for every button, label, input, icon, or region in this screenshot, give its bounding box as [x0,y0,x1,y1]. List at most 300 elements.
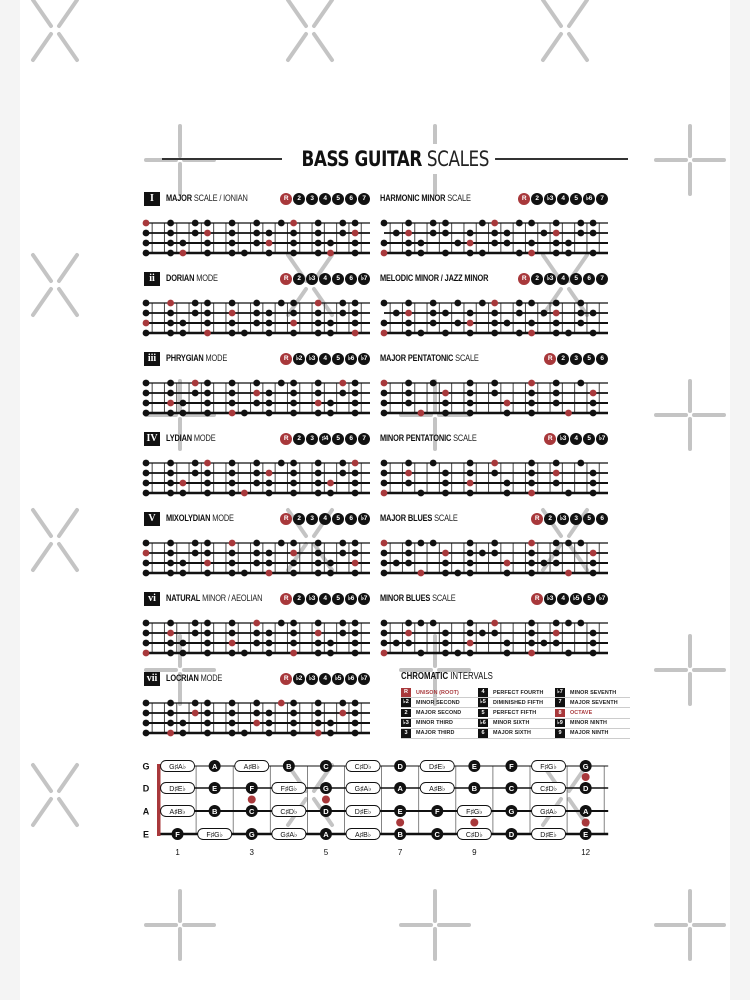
interval-badge: 3 [306,513,318,525]
scale-note-dot [339,630,346,637]
scale-fretboard-diagram [380,298,608,340]
scale-note-dot [180,490,187,497]
mode-numeral: iii [144,352,160,366]
scale-note-dot [180,730,187,737]
scale-card [142,512,370,584]
scale-note-dot [339,700,346,707]
fret-number: 5 [323,848,329,857]
note-label: A [397,784,403,793]
scale-note-dot [204,250,211,257]
watermark-x-icon [19,759,91,831]
interval-label: MAJOR THIRD [416,730,455,737]
scale-name: MINOR PENTATONIC SCALE [380,433,477,444]
scale-note-dot [180,240,187,247]
interval-badge: 2 [544,513,556,525]
root-note-dot [553,470,560,477]
scale-note-dot [430,540,437,547]
scale-name: DORIAN MODE [166,273,218,284]
scale-note-dot [352,380,359,387]
root-badge: R [280,353,292,365]
fret-number: 9 [472,848,477,857]
scale-note-dot [253,480,260,487]
scale-note-dot [253,310,260,317]
scale-note-dot [541,560,548,567]
scale-note-dot [315,620,322,627]
scale-note-dot [418,240,425,247]
interval-key: ♭9 [555,719,565,728]
note-label: C♯D♭ [354,764,372,771]
scale-note-dot [167,710,174,717]
scale-note-dot [590,490,597,497]
interval-key: 5 [478,709,488,718]
root-note-dot [553,630,560,637]
scale-note-dot [504,410,511,417]
interval-badges [544,353,608,365]
interval-badge: 2 [557,353,569,365]
scale-note-dot [381,480,388,487]
root-note-dot [553,310,560,317]
root-note-dot [381,330,388,337]
interval-badges [518,193,608,205]
scale-note-dot [253,230,260,237]
scale-note-dot [229,390,236,397]
root-note-dot [290,650,297,657]
root-note-dot [315,730,322,737]
interval-badge: 5 [332,513,344,525]
scale-note-dot [290,640,297,647]
scale-note-dot [315,250,322,257]
scale-note-dot [528,620,535,627]
scale-note-dot [253,240,260,247]
interval-badge: 7 [358,193,370,205]
root-note-dot [229,640,236,647]
interval-badge: ♭7 [358,593,370,605]
note-label: G [508,807,515,816]
root-note-dot [467,640,474,647]
scale-note-dot [381,240,388,247]
scale-note-dot [393,310,400,317]
scale-card [380,512,608,584]
scale-note-dot [143,330,150,337]
mode-numeral: V [144,512,160,526]
scale-note-dot [516,310,523,317]
interval-badge: ♭2 [293,353,305,365]
mode-numeral: vii [144,672,160,686]
interval-column [478,688,555,739]
scale-note-dot [229,700,236,707]
scale-note-dot [180,640,187,647]
scale-header [380,592,608,606]
scale-note-dot [167,470,174,477]
scale-note-dot [315,570,322,577]
scale-note-dot [143,470,150,477]
note-label: E [583,830,589,839]
scale-note-dot [278,620,285,627]
scale-note-dot [229,470,236,477]
scale-note-dot [290,410,297,417]
scale-note-dot [167,640,174,647]
scale-note-dot [204,300,211,307]
interval-badge: ♭3 [306,353,318,365]
scale-card [380,192,608,264]
interval-badge: 2 [293,513,305,525]
scale-note-dot [229,320,236,327]
interval-badge: ♭7 [596,433,608,445]
scale-note-dot [253,320,260,327]
scale-note-dot [290,330,297,337]
scale-note-dot [315,490,322,497]
scale-note-dot [528,300,535,307]
note-label: D♯E♭ [354,809,372,816]
root-note-dot [352,460,359,467]
interval-key: 4 [478,688,488,697]
title-light: SCALES [426,147,489,171]
interval-key: 2 [401,709,411,718]
interval-badge: 5 [332,593,344,605]
scale-note-dot [278,380,285,387]
scale-note-dot [278,460,285,467]
note-label: A♯B♭ [429,786,446,793]
scale-note-dot [253,300,260,307]
scale-note-dot [467,250,474,257]
scale-note-dot [418,650,425,657]
scale-note-dot [352,650,359,657]
root-note-dot [327,480,334,487]
scale-note-dot [204,570,211,577]
scale-note-dot [339,540,346,547]
note-label: B [397,830,403,839]
note-label: G♯A♭ [169,764,187,771]
scale-note-dot [339,230,346,237]
scale-note-dot [491,320,498,327]
scale-header [142,192,370,206]
interval-badges [518,273,608,285]
scale-note-dot [315,460,322,467]
scale-header [142,592,370,606]
scale-card [142,432,370,504]
interval-badges [531,513,608,525]
scale-note-dot [229,240,236,247]
scale-fretboard-diagram [142,618,370,660]
scale-note-dot [352,400,359,407]
interval-badge: ♭6 [345,593,357,605]
scale-note-dot [467,650,474,657]
scale-note-dot [253,700,260,707]
note-label: F [249,784,255,793]
interval-badge: 6 [596,513,608,525]
watermark-plus-icon [654,124,726,196]
scale-note-dot [204,390,211,397]
scale-fretboard-diagram [142,458,370,500]
interval-badge: 5 [332,193,344,205]
root-note-dot [327,250,334,257]
scale-note-dot [266,730,273,737]
scale-note-dot [381,220,388,227]
scale-card [380,432,608,504]
scale-note-dot [553,320,560,327]
scale-note-dot [393,560,400,567]
scale-note-dot [491,550,498,557]
scale-note-dot [229,570,236,577]
scale-note-dot [381,300,388,307]
scale-name: NATURAL MINOR / AEOLIAN [166,593,263,604]
scale-note-dot [352,220,359,227]
scale-note-dot [266,320,273,327]
scale-note-dot [167,560,174,567]
scale-note-dot [565,330,572,337]
scale-note-dot [266,640,273,647]
root-note-dot [467,320,474,327]
note-label: G [582,762,589,771]
note-label: C [249,807,255,816]
root-note-dot [381,250,388,257]
scale-note-dot [393,230,400,237]
scale-note-dot [180,400,187,407]
note-label: D♯E♭ [540,832,557,839]
scale-note-dot [266,480,273,487]
scale-note-dot [327,720,334,727]
scale-note-dot [241,330,248,337]
scale-note-dot [204,720,211,727]
scale-note-dot [266,630,273,637]
scale-note-dot [167,480,174,487]
root-badge: R [280,193,292,205]
scale-note-dot [528,220,535,227]
scale-note-dot [180,570,187,577]
interval-badge: 4 [557,273,569,285]
interval-key: ♭6 [478,719,488,728]
scale-note-dot [405,480,412,487]
interval-badge: ♭3 [544,273,556,285]
scale-note-dot [504,230,511,237]
string-label: A [142,806,150,817]
scale-note-dot [327,400,334,407]
note-label: D♯E♭ [428,764,446,771]
scale-name: PHRYGIAN MODE [166,353,228,364]
scale-note-dot [528,460,535,467]
scale-note-dot [315,650,322,657]
fret-inlay-marker [396,819,404,827]
root-note-dot [565,570,572,577]
interval-badge: 5 [570,193,582,205]
root-note-dot [204,330,211,337]
scale-note-dot [405,540,412,547]
scale-note-dot [590,650,597,657]
scale-note-dot [241,410,248,417]
root-note-dot [229,540,236,547]
interval-badge: ♭7 [358,513,370,525]
note-label: C [434,830,440,839]
scale-note-dot [553,560,560,567]
scale-note-dot [143,380,150,387]
root-note-dot [290,320,297,327]
scale-note-dot [339,550,346,557]
interval-row [401,698,478,708]
scale-note-dot [454,300,461,307]
nut [157,764,161,836]
scale-note-dot [541,310,548,317]
scale-note-dot [315,220,322,227]
scale-note-dot [339,390,346,397]
mode-numeral: IV [144,432,160,446]
scale-note-dot [381,320,388,327]
scale-note-dot [467,390,474,397]
scale-note-dot [467,490,474,497]
scale-note-dot [516,250,523,257]
root-note-dot [528,330,535,337]
root-note-dot [491,220,498,227]
scale-note-dot [418,330,425,337]
root-note-dot [204,230,211,237]
scale-note-dot [143,570,150,577]
scale-note-dot [381,470,388,477]
root-badge: R [280,513,292,525]
scale-note-dot [504,490,511,497]
scale-note-dot [352,730,359,737]
scale-note-dot [143,250,150,257]
scale-note-dot [167,250,174,257]
scale-note-dot [352,470,359,477]
fret-number: 1 [175,848,180,857]
interval-row [555,698,630,708]
scale-note-dot [143,480,150,487]
scale-note-dot [167,310,174,317]
mode-numeral: vi [144,592,160,606]
scale-note-dot [327,560,334,567]
root-note-dot [204,460,211,467]
scale-note-dot [442,630,449,637]
scale-note-dot [553,250,560,257]
scale-note-dot [204,320,211,327]
root-note-dot [553,230,560,237]
scale-name: MAJOR BLUES SCALE [380,513,458,524]
interval-row [555,729,630,739]
scale-note-dot [229,400,236,407]
scale-note-dot [528,400,535,407]
scale-name: MIXOLYDIAN MODE [166,513,234,524]
interval-badges [280,433,370,445]
root-note-dot [192,380,199,387]
interval-label: DIMINISHED FIFTH [493,699,544,706]
note-label: F♯G♭ [466,809,483,816]
interval-badge: 4 [319,273,331,285]
scale-note-dot [553,620,560,627]
root-badge: R [518,273,530,285]
scale-note-dot [553,390,560,397]
interval-row [401,688,478,698]
scale-note-dot [192,300,199,307]
scale-card [142,352,370,424]
scale-note-dot [467,230,474,237]
scale-note-dot [491,230,498,237]
root-note-dot [253,390,260,397]
scale-note-dot [315,330,322,337]
scale-note-dot [192,550,199,557]
scale-note-dot [315,230,322,237]
interval-key: 3 [401,729,411,738]
scale-note-dot [290,460,297,467]
scale-note-dot [315,640,322,647]
interval-badge: ♭3 [557,513,569,525]
scale-note-dot [327,730,334,737]
scale-note-dot [454,650,461,657]
scale-note-dot [290,380,297,387]
scale-note-dot [253,550,260,557]
page-title [162,144,628,174]
interval-row [401,719,478,729]
scale-note-dot [229,250,236,257]
scale-note-dot [229,550,236,557]
interval-badge: ♭7 [358,353,370,365]
scale-header [142,432,370,446]
scale-note-dot [516,220,523,227]
interval-row [478,729,555,739]
scale-note-dot [491,630,498,637]
scale-note-dot [430,220,437,227]
scale-note-dot [418,620,425,627]
root-note-dot [528,250,535,257]
scale-note-dot [327,570,334,577]
scale-note-dot [442,230,449,237]
scale-note-dot [381,400,388,407]
scale-note-dot [590,570,597,577]
scale-note-dot [504,640,511,647]
interval-badge: 3 [306,433,318,445]
scale-note-dot [204,480,211,487]
note-label: D [508,830,515,839]
interval-badge: 4 [319,673,331,685]
root-note-dot [290,220,297,227]
interval-key: ♭5 [478,698,488,707]
scale-note-dot [565,620,572,627]
interval-badge: 2 [293,593,305,605]
root-note-dot [192,710,199,717]
scale-note-dot [143,300,150,307]
scale-note-dot [467,310,474,317]
root-badge: R [518,193,530,205]
scale-header [142,512,370,526]
note-label: F [434,807,440,816]
scale-note-dot [491,390,498,397]
scale-note-dot [528,560,535,567]
scale-note-dot [577,620,584,627]
note-fretboard [136,755,616,870]
note-label: E [397,807,403,816]
fret-inlay-marker [582,819,590,827]
scale-note-dot [352,410,359,417]
scale-card [142,272,370,344]
scale-note-dot [204,490,211,497]
interval-badge: ♭6 [583,193,595,205]
scale-note-dot [180,330,187,337]
scale-note-dot [553,220,560,227]
root-note-dot [381,490,388,497]
interval-badge: 4 [319,353,331,365]
scale-note-dot [352,620,359,627]
scale-note-dot [204,380,211,387]
interval-key: ♭3 [401,719,411,728]
scale-note-dot [339,310,346,317]
scale-note-dot [253,220,260,227]
scale-note-dot [442,480,449,487]
scale-note-dot [405,320,412,327]
interval-row [555,719,630,729]
root-badge: R [280,673,292,685]
scale-note-dot [352,480,359,487]
scale-note-dot [315,710,322,717]
scale-note-dot [442,220,449,227]
scale-note-dot [381,460,388,467]
